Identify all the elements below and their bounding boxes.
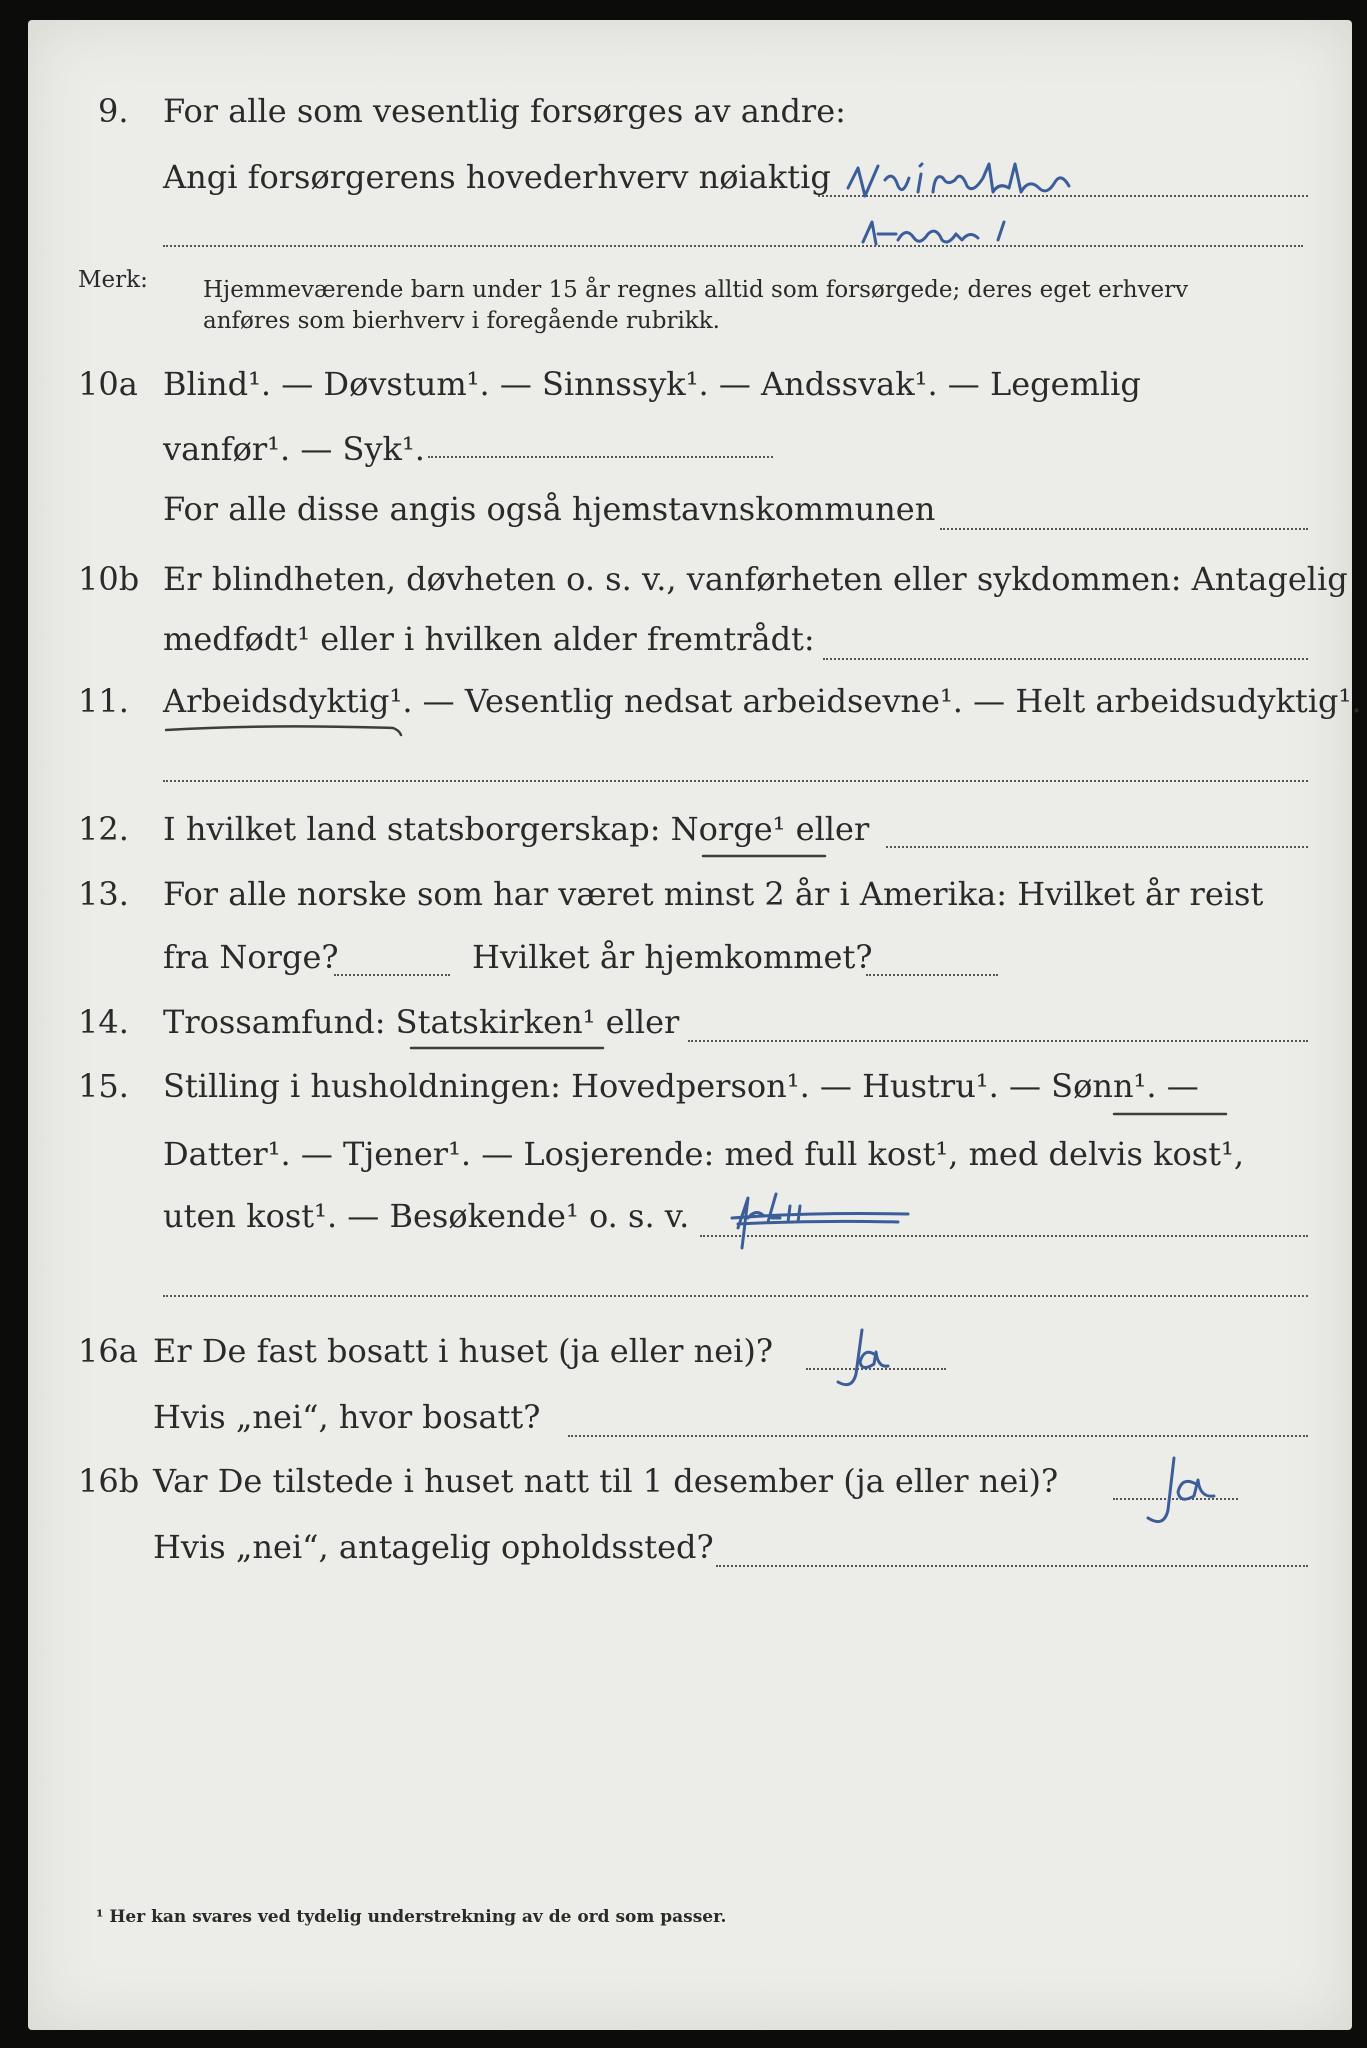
q10a-line3: For alle disse angis også hjemstavnskommunen [163, 490, 936, 528]
census-form-page [28, 20, 1362, 2030]
merk-line2: anføres som bierhverv i foregående rubrikk. [203, 308, 720, 334]
q16b-line1: Var De tilstede i huset natt til 1 desember (ja eller nei)? [153, 1462, 1059, 1500]
q10b-number: 10b [78, 560, 140, 598]
q15-line2: Datter¹. — Tjener¹. — Losjerende: med full kost¹, med delvis kost¹, [163, 1135, 1245, 1173]
q14-answer-line [688, 1040, 1308, 1042]
q11-number: 11. [78, 682, 129, 720]
q16b-answer-line-2 [716, 1565, 1308, 1567]
merk-label: Merk: [78, 267, 148, 293]
q12-answer-line [886, 846, 1308, 848]
q15-number: 15. [78, 1067, 129, 1105]
q13-line2b: Hvilket år hjemkommet? [472, 938, 873, 976]
q16b-line2: Hvis „nei“, antagelig opholdssted? [153, 1528, 714, 1566]
handwriting-occupation [843, 158, 1173, 208]
q11-answer-line [163, 780, 1308, 782]
q12-line1: I hvilket land statsborgerskap: Norge¹ eller [163, 810, 870, 848]
q14-line1: Trossamfund: Statskirken¹ eller [163, 1003, 680, 1041]
q13-number: 13. [78, 875, 129, 913]
q13-line2a: fra Norge? [163, 938, 339, 976]
q14-number: 14. [78, 1003, 129, 1041]
handwriting-occupation-2 [858, 212, 1108, 252]
underline-sonn [1111, 1106, 1231, 1122]
q16a-number: 16a [78, 1332, 138, 1370]
q9-answer-line-2 [163, 245, 1303, 247]
q16a-answer-line-2 [568, 1435, 1308, 1437]
underline-statskirken [408, 1040, 608, 1056]
q13-answer-line-2 [866, 974, 998, 976]
q16b-number: 16b [78, 1462, 140, 1500]
merk-line1: Hjemmeværende barn under 15 år regnes alltid som forsørgede; deres eget erhverv [203, 277, 1189, 303]
handwriting-ja-2 [1138, 1450, 1248, 1540]
q13-answer-line-1 [334, 974, 450, 976]
q16a-line1: Er De fast bosatt i huset (ja eller nei)? [153, 1332, 774, 1370]
q10a-answer-line [428, 456, 773, 458]
q12-number: 12. [78, 810, 129, 848]
q9-line1: For alle som vesentlig forsørges av andre: [163, 92, 846, 130]
handwriting-struck-word [728, 1188, 928, 1258]
underline-arbeidsdyktig [163, 720, 403, 740]
handwriting-ja-1 [828, 1320, 918, 1400]
q15-line3: uten kost¹. — Besøkende¹ o. s. v. [163, 1197, 690, 1235]
underline-norge [700, 848, 830, 864]
q9-number: 9. [98, 92, 129, 130]
q10a-answer-line-2 [940, 528, 1308, 530]
q11-line1: Arbeidsdyktig¹. — Vesentlig nedsat arbeidsevne¹. — Helt arbeidsudyktig¹. [163, 682, 1362, 720]
q10b-line2: medfødt¹ eller i hvilken alder fremtrådt: [163, 620, 815, 658]
q10b-line1: Er blindheten, døvheten o. s. v., vanførheten eller sykdommen: Antagelig [163, 560, 1348, 598]
q16a-line2: Hvis „nei“, hvor bosatt? [153, 1398, 541, 1436]
q15-answer-line-2 [163, 1295, 1308, 1297]
q10a-line2: vanfør¹. — Syk¹. [163, 430, 425, 468]
q13-line1: For alle norske som har været minst 2 år i Amerika: Hvilket år reist [163, 875, 1264, 913]
q10a-line1: Blind¹. — Døvstum¹. — Sinnssyk¹. — Andssvak¹. — Legemlig [163, 365, 1141, 403]
footnote: ¹ Her kan svares ved tydelig understrekning av de ord som passer. [96, 1907, 727, 1927]
q10a-number: 10a [78, 365, 138, 403]
q9-line2: Angi forsørgerens hovederhverv nøiaktig [163, 158, 831, 196]
q10b-answer-line [823, 658, 1308, 660]
q15-line1: Stilling i husholdningen: Hovedperson¹. — Hustru¹. — Sønn¹. — [163, 1067, 1199, 1105]
